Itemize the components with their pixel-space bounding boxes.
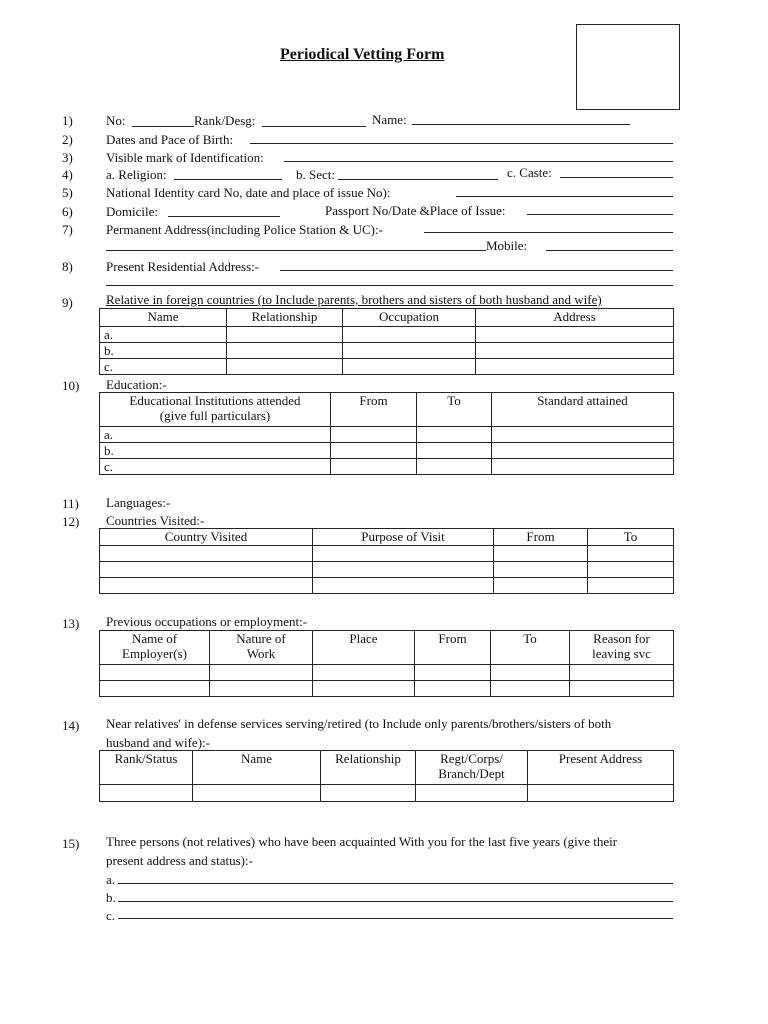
perm-address-field-line2[interactable] (106, 250, 486, 251)
passport-field[interactable] (527, 214, 673, 215)
rank-label: Rank/Desg: (194, 113, 256, 128)
defense-table (99, 750, 674, 802)
table-cell[interactable] (492, 427, 674, 443)
table-cell[interactable] (313, 562, 494, 578)
relatives-foreign-table (99, 308, 674, 375)
mobile-label: Mobile: (486, 238, 528, 253)
table-cell[interactable] (588, 546, 674, 562)
table-cell[interactable] (100, 578, 313, 594)
header-employer: Name of Employer(s) (100, 631, 210, 665)
item-number: 8) (62, 259, 73, 274)
table-cell[interactable] (415, 665, 491, 681)
item-number: 2) (62, 132, 73, 147)
item-number: 6) (62, 204, 73, 219)
header-relationship: Relationship (321, 751, 416, 785)
header-address: Address (476, 309, 674, 327)
header-purpose: Purpose of Visit (313, 529, 494, 546)
table-cell[interactable] (343, 359, 476, 375)
person-b-field[interactable] (118, 901, 673, 902)
persons-label-line1: Three persons (not relatives) who have been acquainted With you for the last five years (give their (106, 834, 618, 849)
perm-address-field[interactable] (424, 232, 673, 233)
person-a-label: a. (106, 872, 116, 887)
item-number: 12) (62, 514, 80, 529)
perm-address-label: Permanent Address(including Police Station & UC):- (106, 222, 383, 237)
header-country: Country Visited (100, 529, 313, 546)
header-present-address: Present Address (528, 751, 674, 785)
table-cell[interactable] (417, 459, 492, 475)
visible-mark-label: Visible mark of Identification: (106, 150, 264, 165)
nic-field[interactable] (456, 196, 673, 197)
table-cell[interactable] (313, 665, 415, 681)
caste-field[interactable] (560, 177, 673, 178)
languages-label: Languages:- (106, 495, 171, 510)
table-cell[interactable] (494, 578, 588, 594)
table-cell[interactable] (491, 665, 570, 681)
table-cell[interactable] (570, 665, 674, 681)
header-place: Place (313, 631, 415, 665)
table-cell[interactable] (331, 443, 417, 459)
table-cell[interactable] (588, 578, 674, 594)
row-label[interactable]: b. (100, 443, 331, 459)
name-label: Name: (372, 112, 407, 127)
countries-table (99, 528, 674, 594)
item-number: 4) (62, 167, 73, 182)
table-cell[interactable] (100, 546, 313, 562)
table-cell[interactable] (492, 459, 674, 475)
table-cell[interactable] (100, 785, 193, 802)
employment-table (99, 630, 674, 697)
table-cell[interactable] (100, 681, 210, 697)
item-number: 13) (62, 616, 80, 631)
table-cell[interactable] (321, 785, 416, 802)
table-cell[interactable] (417, 427, 492, 443)
header-nature-of-work: Nature of Work (210, 631, 313, 665)
name-field[interactable] (412, 124, 630, 125)
header-to: To (417, 393, 492, 427)
table-cell[interactable] (210, 681, 313, 697)
table-cell[interactable] (492, 443, 674, 459)
header-from: From (331, 393, 417, 427)
photo-box[interactable] (576, 24, 680, 110)
countries-label: Countries Visited:- (106, 513, 205, 528)
table-cell[interactable] (528, 785, 674, 802)
item-number: 14) (62, 718, 80, 733)
table-cell[interactable] (331, 427, 417, 443)
row-label[interactable]: c. (100, 359, 227, 375)
header-to: To (588, 529, 674, 546)
domicile-field[interactable] (168, 216, 280, 217)
header-from: From (415, 631, 491, 665)
table-cell[interactable] (313, 578, 494, 594)
table-cell[interactable] (491, 681, 570, 697)
table-cell[interactable] (494, 546, 588, 562)
domicile-label: Domicile: (106, 204, 158, 219)
religion-field[interactable] (174, 179, 282, 180)
item-number: 7) (62, 222, 73, 237)
header-standard: Standard attained (492, 393, 674, 427)
visible-mark-field[interactable] (284, 161, 673, 162)
header-regt-corps: Regt/Corps/ Branch/Dept (416, 751, 528, 785)
table-cell[interactable] (331, 459, 417, 475)
header-institutions: Educational Institutions attended (give full particulars) (100, 393, 331, 427)
no-label: No: (106, 113, 126, 128)
header-name: Name (193, 751, 321, 785)
table-cell[interactable] (570, 681, 674, 697)
present-address-label: Present Residential Address:- (106, 259, 260, 274)
table-cell[interactable] (193, 785, 321, 802)
person-c-field[interactable] (118, 918, 673, 919)
table-cell[interactable] (417, 443, 492, 459)
item-number: 1) (62, 113, 73, 128)
form-title: Periodical Vetting Form (280, 46, 445, 63)
caste-label: c. Caste: (507, 165, 552, 180)
table-cell[interactable] (588, 562, 674, 578)
defense-label-line1: Near relatives' in defense services serving/retired (to Include only parents/brothers/sisters of both (106, 716, 612, 731)
present-address-field[interactable] (280, 270, 673, 271)
dob-field[interactable] (250, 143, 673, 144)
header-relationship: Relationship (227, 309, 343, 327)
no-field[interactable] (132, 126, 194, 127)
item-number: 10) (62, 378, 80, 393)
header-to: To (491, 631, 570, 665)
item-number: 5) (62, 185, 73, 200)
sect-label: b. Sect: (296, 167, 335, 182)
header-occupation: Occupation (343, 309, 476, 327)
table-cell[interactable] (227, 359, 343, 375)
present-address-field-line2[interactable] (106, 285, 673, 286)
occupations-label: Previous occupations or employment:- (106, 614, 308, 629)
table-cell[interactable] (343, 343, 476, 359)
relatives-foreign-label: Relative in foreign countries (to Include parents, brothers and sisters of both husband and wife) (106, 292, 602, 307)
header-from: From (494, 529, 588, 546)
row-label[interactable]: a. (100, 327, 227, 343)
header-reason: Reason for leaving svc (570, 631, 674, 665)
table-cell[interactable] (210, 665, 313, 681)
table-cell[interactable] (100, 665, 210, 681)
table-cell[interactable] (416, 785, 528, 802)
passport-label: Passport No/Date &Place of Issue: (325, 203, 506, 218)
table-cell[interactable] (476, 343, 674, 359)
table-cell[interactable] (100, 562, 313, 578)
religion-label: a. Religion: (106, 167, 167, 182)
table-cell[interactable] (415, 681, 491, 697)
row-label[interactable]: b. (100, 343, 227, 359)
sect-field[interactable] (338, 179, 498, 180)
mobile-field[interactable] (546, 250, 673, 251)
header-rank-status: Rank/Status (100, 751, 193, 785)
row-label[interactable]: a. (100, 427, 331, 443)
item-number: 15) (62, 836, 80, 851)
person-a-field[interactable] (118, 883, 673, 884)
row-label[interactable]: c. (100, 459, 331, 475)
table-cell[interactable] (313, 681, 415, 697)
item-number: 9) (62, 295, 73, 310)
item-number: 11) (62, 496, 79, 511)
persons-label-line2: present address and status):- (106, 853, 253, 868)
table-cell[interactable] (476, 359, 674, 375)
rank-field[interactable] (262, 126, 366, 127)
table-cell[interactable] (227, 327, 343, 343)
header-name: Name (100, 309, 227, 327)
person-b-label: b. (106, 890, 116, 905)
table-cell[interactable] (476, 327, 674, 343)
education-label: Education:- (106, 377, 167, 392)
item-number: 3) (62, 150, 73, 165)
nic-label: National Identity card No, date and place of issue No): (106, 185, 391, 200)
defense-label-line2: husband and wife):- (106, 735, 210, 750)
person-c-label: c. (106, 908, 116, 923)
table-cell[interactable] (313, 546, 494, 562)
table-cell[interactable] (343, 327, 476, 343)
table-cell[interactable] (227, 343, 343, 359)
table-cell[interactable] (494, 562, 588, 578)
dob-label: Dates and Pace of Birth: (106, 132, 234, 147)
education-table (99, 392, 674, 475)
